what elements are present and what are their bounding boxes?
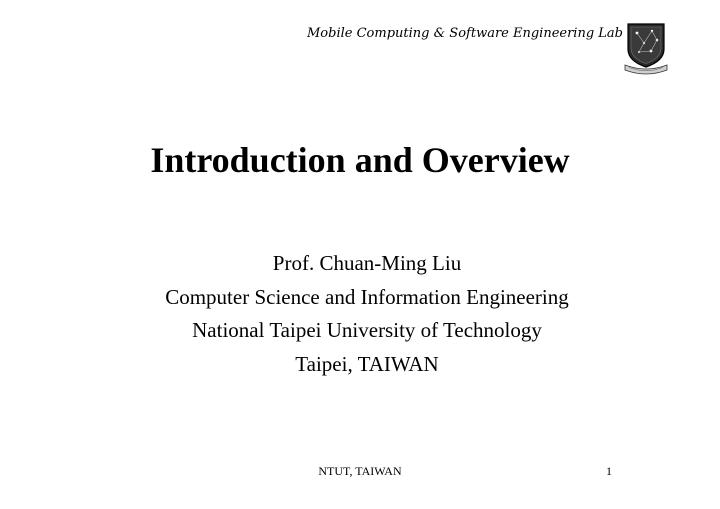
lab-name-header: Mobile Computing & Software Engineering Lab xyxy=(307,26,623,41)
lab-shield-logo-icon xyxy=(624,21,668,75)
page-number: 1 xyxy=(606,464,612,478)
author-block xyxy=(0,247,720,381)
footer-institution: NTUT, TAIWAN xyxy=(318,464,402,478)
author-location: Taipei, TAIWAN xyxy=(295,351,439,376)
author-department: Computer Science and Information Engineering xyxy=(165,284,569,309)
author-name: Prof. Chuan-Ming Liu xyxy=(272,251,462,275)
author-university: National Taipei University of Technology xyxy=(192,318,542,342)
slide-title: Introduction and Overview xyxy=(150,140,570,180)
